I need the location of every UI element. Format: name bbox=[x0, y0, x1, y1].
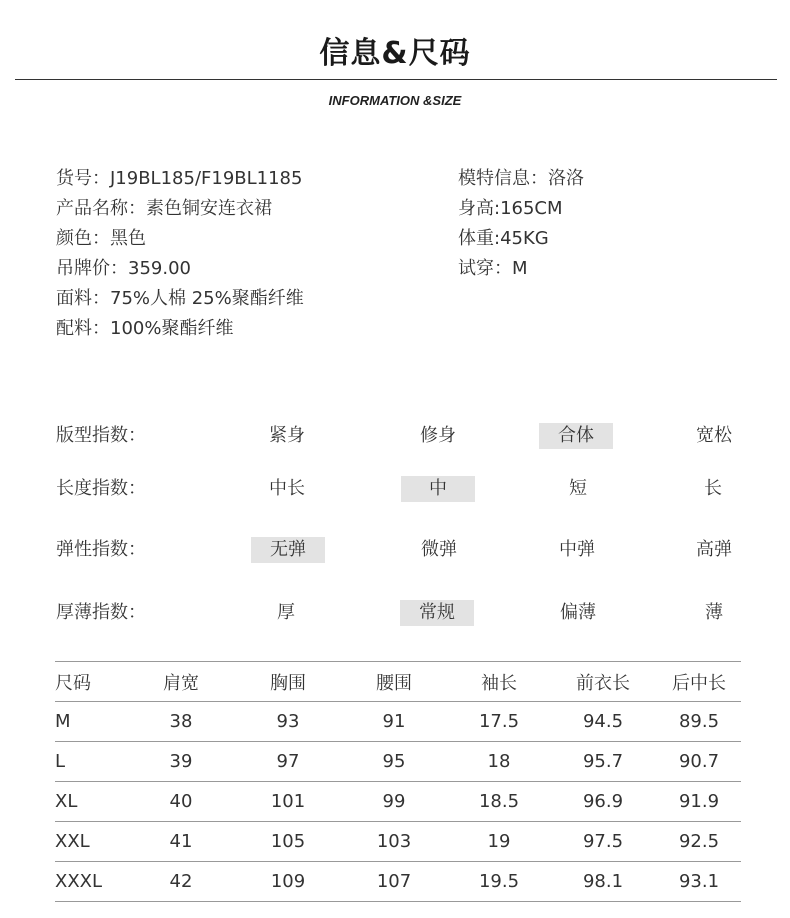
model-item-fit-size: 试穿：M bbox=[458, 258, 528, 279]
model-item-name: 模特信息：洛洛 bbox=[458, 168, 584, 189]
index-option: 高弹 bbox=[696, 539, 732, 560]
index-option-selected: 中 bbox=[401, 476, 475, 502]
index-option: 偏薄 bbox=[560, 602, 596, 623]
index-option: 宽松 bbox=[696, 425, 732, 446]
table-row bbox=[55, 822, 741, 862]
table-cell: 103 bbox=[339, 822, 449, 862]
table-cell: 97 bbox=[237, 742, 339, 782]
product-info-list bbox=[56, 164, 304, 344]
info-item-sku: 货号：J19BL185/F19BL1185 bbox=[56, 168, 303, 189]
index-row-length bbox=[0, 475, 790, 503]
table-cell: 96.9 bbox=[549, 782, 657, 822]
size-chart-table bbox=[55, 661, 741, 902]
info-item-price: 吊牌价：359.00 bbox=[56, 258, 191, 279]
column-header: 袖长 bbox=[449, 662, 549, 702]
index-option-selected: 无弹 bbox=[251, 537, 325, 563]
info-item-color: 颜色：黑色 bbox=[56, 228, 146, 249]
index-row-elasticity bbox=[0, 536, 790, 564]
table-row bbox=[55, 742, 741, 782]
table-cell: 98.1 bbox=[549, 862, 657, 902]
index-label: 弹性指数： bbox=[56, 539, 146, 560]
column-header: 肩宽 bbox=[125, 662, 237, 702]
table-cell: 90.7 bbox=[657, 742, 741, 782]
index-label: 长度指数： bbox=[56, 478, 146, 499]
size-cell: XL bbox=[55, 782, 125, 822]
page-title: 信息&尺码 bbox=[319, 36, 471, 71]
index-option: 紧身 bbox=[269, 425, 305, 446]
table-cell: 92.5 bbox=[657, 822, 741, 862]
table-row bbox=[55, 862, 741, 902]
table-cell: 19.5 bbox=[449, 862, 549, 902]
table-cell: 93 bbox=[237, 702, 339, 742]
table-cell: 107 bbox=[339, 862, 449, 902]
index-label: 版型指数： bbox=[56, 425, 146, 446]
table-header-row bbox=[55, 662, 741, 702]
table-cell: 99 bbox=[339, 782, 449, 822]
table-cell: 40 bbox=[125, 782, 237, 822]
table-cell: 101 bbox=[237, 782, 339, 822]
table-row bbox=[55, 782, 741, 822]
index-option-selected: 常规 bbox=[400, 600, 474, 626]
table-cell: 18.5 bbox=[449, 782, 549, 822]
index-option: 长 bbox=[704, 478, 722, 499]
table-cell: 17.5 bbox=[449, 702, 549, 742]
table-cell: 41 bbox=[125, 822, 237, 862]
index-row-thickness bbox=[0, 599, 790, 627]
info-item-product-name: 产品名称：素色铜安连衣裙 bbox=[56, 198, 272, 219]
table-cell: 89.5 bbox=[657, 702, 741, 742]
index-option: 薄 bbox=[705, 602, 723, 623]
index-row-fit bbox=[0, 422, 790, 450]
index-option: 修身 bbox=[420, 425, 456, 446]
index-option: 中长 bbox=[269, 478, 305, 499]
index-option: 厚 bbox=[277, 602, 295, 623]
info-item-lining: 配料：100%聚酯纤维 bbox=[56, 318, 234, 339]
column-header: 腰围 bbox=[339, 662, 449, 702]
table-cell: 38 bbox=[125, 702, 237, 742]
column-header: 胸围 bbox=[237, 662, 339, 702]
model-info-list bbox=[458, 164, 584, 284]
title-divider bbox=[15, 79, 777, 80]
table-cell: 42 bbox=[125, 862, 237, 902]
model-item-weight: 体重:45KG bbox=[458, 228, 549, 249]
info-item-fabric: 面料：75%人棉 25%聚酯纤维 bbox=[56, 288, 304, 309]
index-label: 厚薄指数： bbox=[56, 602, 146, 623]
table-cell: 39 bbox=[125, 742, 237, 782]
table-cell: 91.9 bbox=[657, 782, 741, 822]
size-cell: XXL bbox=[55, 822, 125, 862]
table-cell: 95 bbox=[339, 742, 449, 782]
table-row bbox=[55, 702, 741, 742]
index-option: 微弹 bbox=[421, 539, 457, 560]
size-cell: XXXL bbox=[55, 862, 125, 902]
column-header: 前衣长 bbox=[549, 662, 657, 702]
table-cell: 97.5 bbox=[549, 822, 657, 862]
table-cell: 91 bbox=[339, 702, 449, 742]
model-item-height: 身高:165CM bbox=[458, 198, 563, 219]
index-option-selected: 合体 bbox=[539, 423, 613, 449]
table-cell: 95.7 bbox=[549, 742, 657, 782]
table-cell: 109 bbox=[237, 862, 339, 902]
table-cell: 18 bbox=[449, 742, 549, 782]
page-subtitle: INFORMATION &SIZE bbox=[328, 93, 462, 108]
column-header: 后中长 bbox=[657, 662, 741, 702]
table-cell: 94.5 bbox=[549, 702, 657, 742]
column-header: 尺码 bbox=[55, 662, 125, 702]
index-option: 中弹 bbox=[559, 539, 595, 560]
size-cell: M bbox=[55, 702, 125, 742]
table-cell: 19 bbox=[449, 822, 549, 862]
index-option: 短 bbox=[569, 478, 587, 499]
table-cell: 105 bbox=[237, 822, 339, 862]
table-cell: 93.1 bbox=[657, 862, 741, 902]
size-cell: L bbox=[55, 742, 125, 782]
